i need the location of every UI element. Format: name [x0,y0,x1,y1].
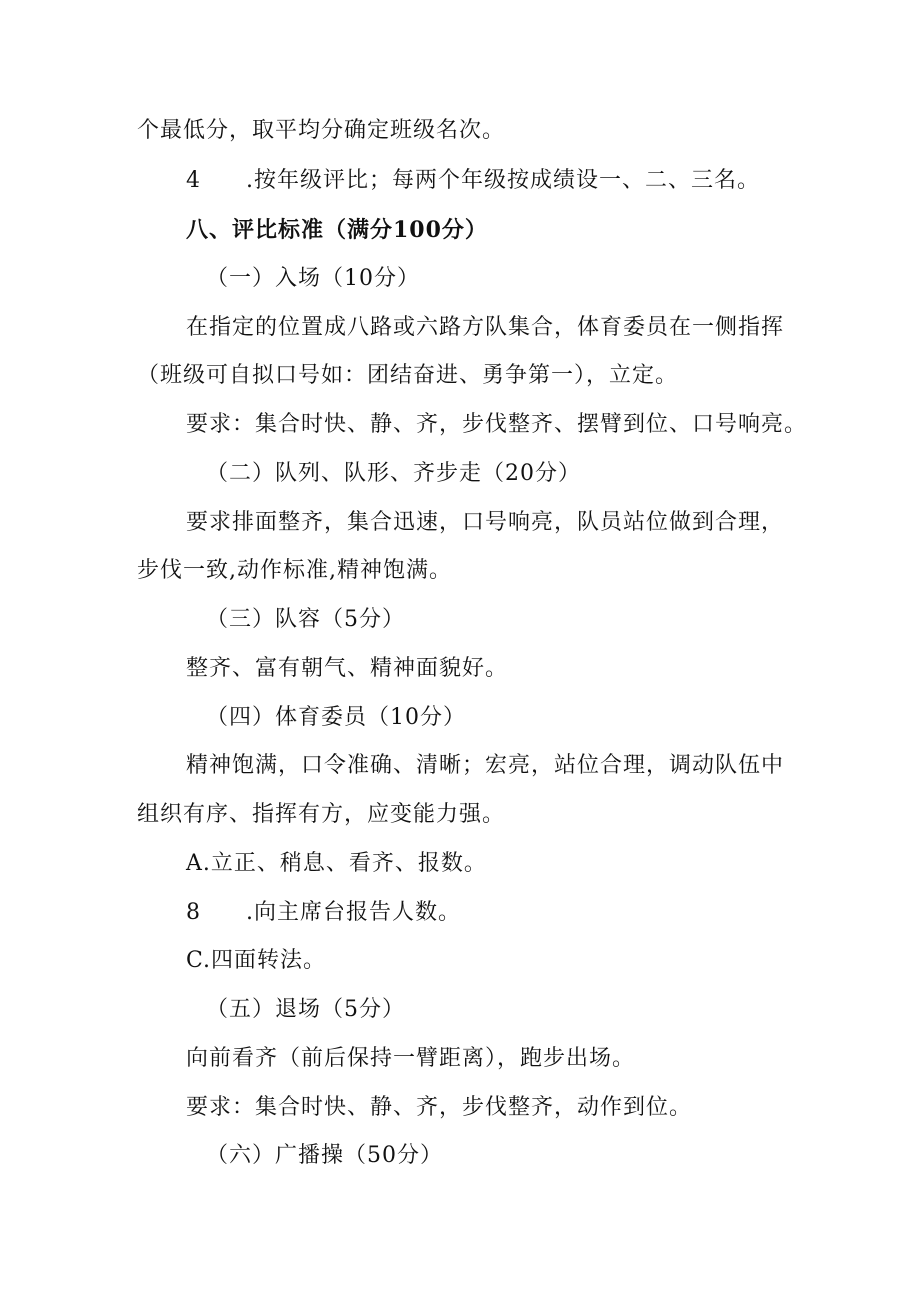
list-text: .按年级评比；每两个年级按成绩设一、二、三名。 [246,168,760,193]
list-number: 8 [186,900,201,925]
subheading-broadcast-exercise: （六）广播操（50分） [206,1143,443,1168]
list-item-8 [186,898,461,928]
paragraph-appearance: 整齐、富有朝气、精神面貌好。 [186,656,509,681]
list-item-c: C.四面转法。 [186,948,327,973]
list-text: .向主席台报告人数。 [246,900,461,925]
paragraph-formation-1: 要求排面整齐，集合迅速，口号响亮，队员站位做到合理， [186,510,785,535]
subheading-entrance: （一）入场（10分） [206,266,420,291]
list-item-a: A.立正、稍息、看齐、报数。 [186,851,487,876]
section-heading-criteria: 八、评比标准（满分100分） [186,217,488,243]
list-item-4 [186,166,760,196]
subheading-exit: （五）退场（5分） [206,997,405,1022]
paragraph-formation-2: 步伐一致,动作标准,精神饱满。 [137,558,452,583]
paragraph-entrance-requirements: 要求：集合时快、静、齐，步伐整齐、摆臂到位、口号响亮。 [186,412,808,437]
subheading-appearance: （三）队容（5分） [206,607,405,632]
paragraph-sports-committee-2: 组织有序、指挥有方，应变能力强。 [137,802,506,827]
subheading-formation: （二）队列、队形、齐步走（20分） [206,461,581,486]
paragraph-exit-requirements: 要求：集合时快、静、齐，步伐整齐，动作到位。 [186,1095,693,1120]
paragraph-exit: 向前看齐（前后保持一臂距离），跑步出场。 [186,1046,636,1071]
paragraph-ranking-method: 个最低分，取平均分确定班级名次。 [137,118,506,143]
subheading-sports-committee: （四）体育委员（10分） [206,705,466,730]
paragraph-entrance-1: 在指定的位置成八路或六路方队集合，体育委员在一侧指挥 [186,315,785,340]
paragraph-entrance-2: （班级可自拟口号如：团结奋进、勇争第一），立定。 [137,363,679,388]
list-number: 4 [186,168,201,193]
paragraph-sports-committee-1: 精神饱满，口令准确、清晰；宏亮，站位合理，调动队伍中 [186,753,785,778]
